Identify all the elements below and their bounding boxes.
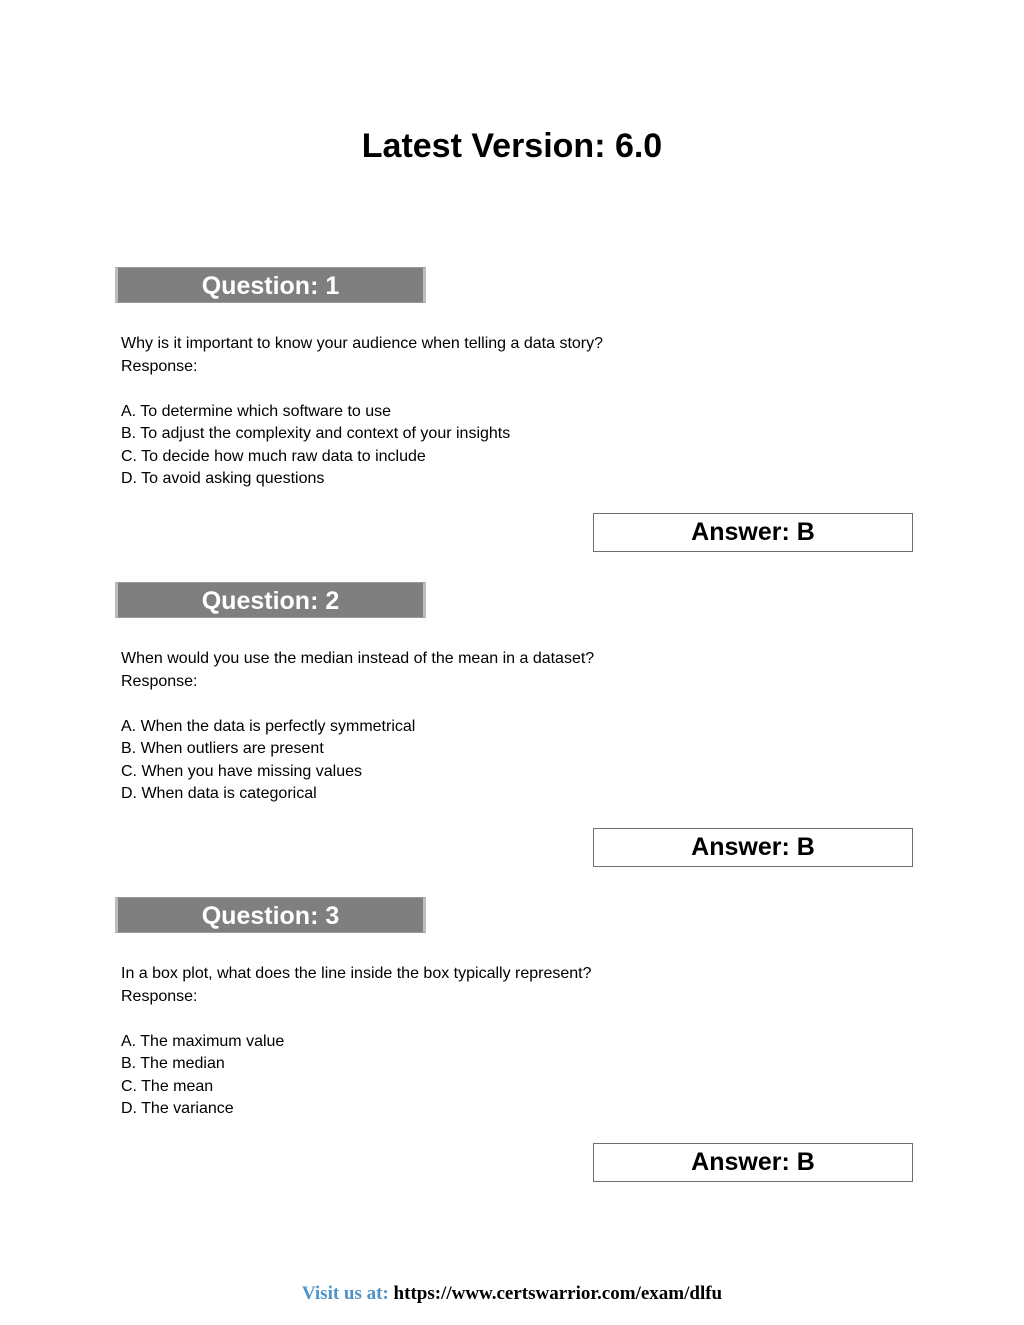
response-label: Response: <box>121 357 198 375</box>
option-b: B. To adjust the complexity and context of your insights <box>121 425 511 442</box>
question-header-label: Question: 3 <box>201 902 340 930</box>
response-label: Response: <box>121 672 198 690</box>
question-header <box>115 267 426 303</box>
question-body <box>121 333 603 491</box>
option-d: D. To avoid asking questions <box>121 470 325 487</box>
response-label: Response: <box>121 987 198 1005</box>
question-header-label: Question: 1 <box>201 272 340 300</box>
question-text: When would you use the median instead of the mean in a dataset? <box>121 650 595 667</box>
question-header-label: Question: 2 <box>201 587 340 615</box>
question-header <box>115 582 426 618</box>
option-b: B. The median <box>121 1055 225 1072</box>
answer-box: Answer: B <box>593 828 913 867</box>
option-d: D. The variance <box>121 1100 234 1117</box>
option-b: B. When outliers are present <box>121 740 324 757</box>
page-title: Latest Version: 6.0 <box>361 127 663 165</box>
question-text: Why is it important to know your audience when telling a data story? <box>121 335 604 352</box>
option-c: C. When you have missing values <box>121 762 362 780</box>
question-block-3 <box>0 897 1024 1197</box>
answer-box: Answer: B <box>593 1143 913 1182</box>
option-d: D. When data is categorical <box>121 785 317 802</box>
question-body <box>121 648 594 806</box>
answer-box: Answer: B <box>593 513 913 552</box>
option-c: C. The mean <box>121 1077 214 1095</box>
question-block-1 <box>0 267 1024 567</box>
question-header <box>115 897 426 933</box>
footer <box>0 1281 1024 1307</box>
footer-visit-label: Visit us at: <box>301 1283 389 1304</box>
question-text: In a box plot, what does the line inside the box typically represent? <box>121 965 592 982</box>
option-c: C. To decide how much raw data to include <box>121 447 426 465</box>
question-block-2 <box>0 582 1024 882</box>
question-body <box>121 963 592 1121</box>
option-a: A. When the data is perfectly symmetrical <box>121 717 416 735</box>
footer-url-link[interactable]: https://www.certswarrior.com/exam/dlfu <box>393 1283 723 1304</box>
option-a: A. To determine which software to use <box>121 402 392 420</box>
option-a: A. The maximum value <box>121 1032 285 1050</box>
